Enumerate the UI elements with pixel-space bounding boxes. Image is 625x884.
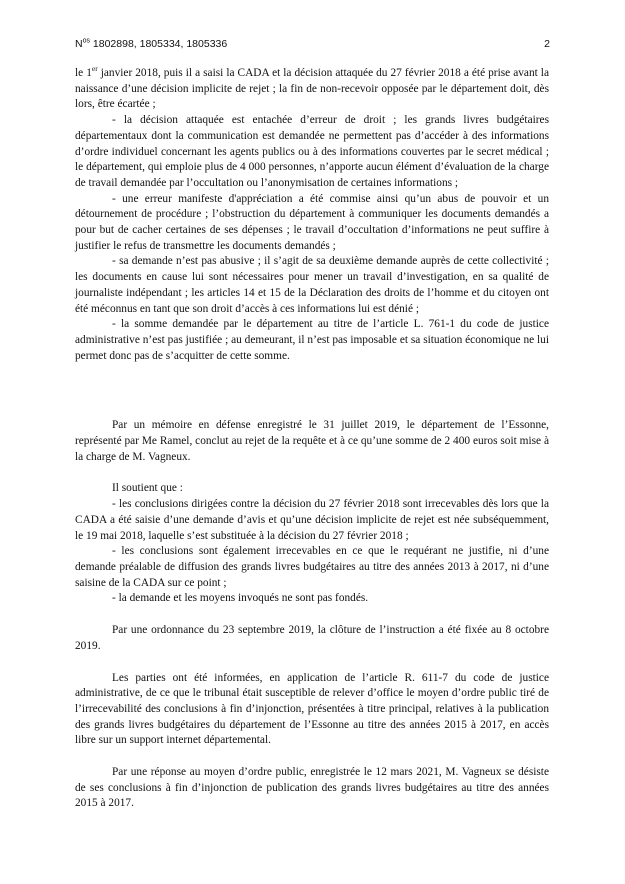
page-number: 2	[544, 38, 550, 50]
paragraph: - les conclusions sont également irrecevables en ce que le requérant ne justifie, ni d’une demande préalable de diffusion des grands livres budgétaires au titre des années 2013 à 2017, ni d’une saisine de la CADA sur ce point ;	[75, 545, 549, 589]
case-reference: $N^{os}$ 1802898, 1805334, 1805336	[75, 37, 228, 50]
paragraph: Par une réponse au moyen d’ordre public, enregistrée le 12 mars 2021, M. Vagneux se désiste de ses conclusions à fin d’injonction de publication des grands livres budgétaires au titre des années 2015 à 2017.	[75, 766, 549, 810]
paragraph: Il soutient que :	[112, 482, 183, 495]
paragraph: - la somme demandée par le département au titre de l’article L. 761-1 du code de justice administrative n’est pas justifiée ; au demeurant, il n’est pas imposable et sa situation économique ne lui permet donc pas de s’acquitter de cette somme.	[75, 318, 549, 362]
paragraph: Par un mémoire en défense enregistré le 31 juillet 2019, le département de l’Essonne, représenté par Me Ramel, conclut au rejet de la requête et à ce qu’une somme de 2 400 euros soit mise à la charge de M. Vagneux.	[75, 419, 549, 463]
paragraph: - les conclusions dirigées contre la décision du 27 février 2018 sont irrecevables dès lors que la CADA a été saisie d’une demande d’avis et qu’une décision implicite de rejet est née subséquemment, le 19 mai 2018, laquelle s’est substituée à la décision du 27 février 2018 ;	[75, 498, 549, 542]
paragraph: le 1er janvier 2018, puis il a saisi la CADA et la décision attaquée du 27 février 2018 a été prise avant la naissance d’une décision implicite de rejet ; la fin de non-recevoir opposée par le département doit, dès lors, être écartée ;	[75, 64, 549, 111]
document-body	[75, 66, 549, 812]
page-header	[75, 38, 550, 50]
paragraph: Les parties ont été informées, en application de l’article R. 611-7 du code de justice administrative, de ce que le tribunal était susceptible de relever d’office le moyen d’ordre public tiré de l’irrecevabilité des conclusions à fin d’injonction, présentées à titre principal, relatives à la publication des grands livres budgétaires du département de l’Essonne au titre des années 2015 à 2017, en accès libre sur un support internet départemental.	[75, 671, 549, 747]
paragraph: - la demande et les moyens invoqués ne sont pas fondés.	[112, 592, 369, 605]
paragraph: Par une ordonnance du 23 septembre 2019, la clôture de l’instruction a été fixée au 8 octobre 2019.	[75, 624, 549, 652]
paragraph: - une erreur manifeste d'appréciation a été commise ainsi qu’un abus de pouvoir et un détournement de procédure ; l’obstruction du département à communiquer les documents demandés a pour but de cacher certaines de ses dépenses ; le travail d’occultation d’informations ne peut suffire à justifier le refus de transmettre les documents demandés ;	[75, 192, 549, 252]
paragraph: - la décision attaquée est entachée d’erreur de droit ; les grands livres budgétaires départementaux dont la communication est demandée ne permettent pas d’accéder à des informations d’ordre individuel concernant les agents publics ou à des informations couvertes par le secret médical ; le département, qui emploie plus de 4 000 personnes, n’apporte aucun élément d’évaluation de la charge de travail demandée par l’occultation ou l’anonymisation de certaines informations ;	[75, 114, 549, 189]
paragraph: - sa demande n’est pas abusive ; il s’agit de sa deuxième demande auprès de cette collectivité ; les documents en cause lui sont nécessaires pour mener un travail d’investigation, en sa qualité de journaliste indépendant ; les articles 14 et 15 de la Déclaration des droits de l’homme et du citoyen ont été méconnus en tant que son droit d’accès à ces informations lui est dénié ;	[75, 255, 549, 315]
